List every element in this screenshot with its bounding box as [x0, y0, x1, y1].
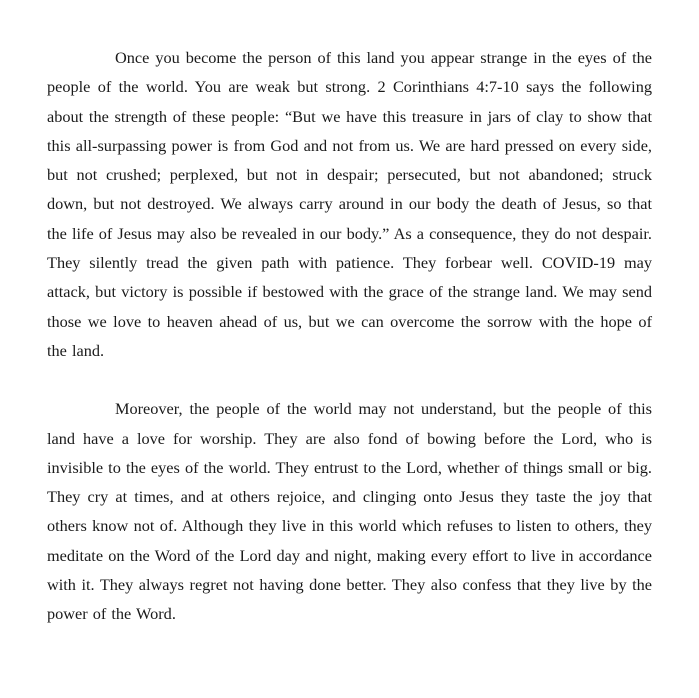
paragraph-strength-of-people: Once you become the person of this land you appear strange in the eyes of the people of the world. You are weak but strong. 2 Corinthians 4:7-10 says the following about the strength of these people: “But we have this treasure in jars of clay to show that this all-surpassing power is from God and not from us. We are hard pressed on every side, but not crushed; perplexed, but not in despair; persecuted, but not abandoned; struck down, but not destroyed. We always carry around in our body the death of Jesus, so that the life of Jesus may also be revealed in our body.” As a consequence, they do not despair. They silently tread the given path with patience. They forbear well. COVID-19 may attack, but victory is possible if bestowed with the grace of the strange land. We may send those we love to heaven ahead of us, but we can overcome the sorrow with the hope of the land. — [47, 48, 652, 360]
paragraph-love-for-worship: Moreover, the people of the world may not understand, but the people of this land have a love for worship. They are also fond of bowing before the Lord, who is invisible to the eyes of the world. They entrust to the Lord, whether of things small or big. They cry at times, and at others rejoice, and clinging onto Jesus they taste the joy that others know not of. Although they live in this world which refuses to listen to others, they meditate on the Word of the Lord day and night, making every effort to live in accordance with it. They always regret not having done better. They also confess that they live by the power of the Word. — [47, 399, 652, 624]
document-page — [47, 43, 652, 629]
